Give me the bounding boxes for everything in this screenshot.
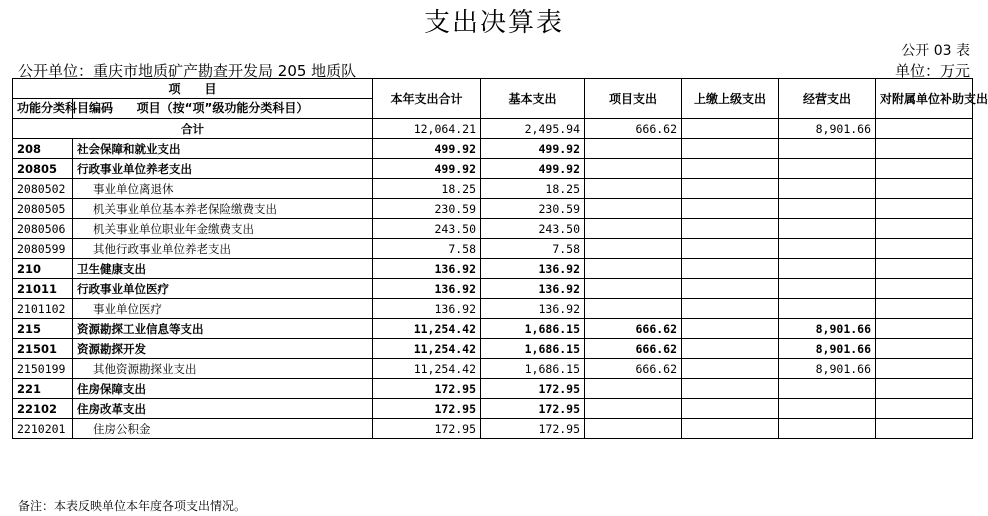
page-title: 支出决算表 [423,8,564,38]
item-name-cell: 资源勘探工业信息等支出 [73,319,373,339]
item-name-cell: 住房公积金 [73,419,373,439]
operation-cell: 8,901.66 [779,319,876,339]
code-cell: 20805 [13,159,73,179]
project-cell [585,199,682,219]
item-name-cell: 资源勘探开发 [73,339,373,359]
code-header: 功能分类科目编码 [13,99,73,119]
project-cell [585,419,682,439]
table-row [13,419,973,439]
total-cell: 230.59 [373,199,481,219]
total-cell: 11,254.42 [373,319,481,339]
subsidy-header: 对附属单位补助支出 [876,79,973,119]
total-cell: 11,254.42 [373,359,481,379]
subsidy-cell [876,419,973,439]
code-cell: 22102 [13,399,73,419]
code-cell: 21011 [13,279,73,299]
basic-cell: 18.25 [481,179,585,199]
total-label: 合计 [13,119,373,139]
subsidy-cell [876,339,973,359]
code-cell: 2080599 [13,239,73,259]
total-cell: 12,064.21 [373,119,481,139]
basic-cell: 230.59 [481,199,585,219]
basic-cell: 136.92 [481,259,585,279]
operation-cell [779,399,876,419]
table-row [13,219,973,239]
upper-cell [682,239,779,259]
upper-cell [682,259,779,279]
item-name-cell: 卫生健康支出 [73,259,373,279]
upper-cell [682,399,779,419]
total-cell: 499.92 [373,159,481,179]
upper-cell [682,319,779,339]
project-cell [585,299,682,319]
basic-cell: 7.58 [481,239,585,259]
project-cell [585,399,682,419]
operation-cell [779,299,876,319]
upper-cell [682,139,779,159]
project-cell [585,159,682,179]
table-row [13,259,973,279]
code-cell: 2080506 [13,219,73,239]
code-cell: 2101102 [13,299,73,319]
basic-cell: 499.92 [481,139,585,159]
item-name-cell: 机关事业单位职业年金缴费支出 [73,219,373,239]
code-cell: 208 [13,139,73,159]
total-cell: 172.95 [373,399,481,419]
code-cell: 215 [13,319,73,339]
basic-cell: 1,686.15 [481,339,585,359]
project-cell [585,139,682,159]
currency-unit: 单位：万元 [894,62,970,80]
basic-cell: 172.95 [481,399,585,419]
table-row [13,359,973,379]
subsidy-cell [876,279,973,299]
upper-cell [682,119,779,139]
total-cell: 136.92 [373,259,481,279]
code-cell: 2150199 [13,359,73,379]
total-cell: 243.50 [373,219,481,239]
table-row [13,139,973,159]
subsidy-cell [876,399,973,419]
code-cell: 210 [13,259,73,279]
subsidy-cell [876,219,973,239]
operation-cell [779,419,876,439]
upper-cell [682,219,779,239]
item-name-cell: 住房保障支出 [73,379,373,399]
total-cell: 499.92 [373,139,481,159]
upper-cell [682,199,779,219]
table-row [13,379,973,399]
basic-cell: 136.92 [481,299,585,319]
project-cell: 666.62 [585,319,682,339]
operation-cell [779,239,876,259]
basic-cell: 2,495.94 [481,119,585,139]
table-row [13,159,973,179]
upper-cell [682,279,779,299]
subsidy-cell [876,179,973,199]
upper-cell [682,159,779,179]
total-cell: 172.95 [373,419,481,439]
table-row [13,319,973,339]
code-cell: 2080505 [13,199,73,219]
table-row [13,299,973,319]
total-cell: 136.92 [373,279,481,299]
total-cell: 136.92 [373,299,481,319]
total-row [13,119,973,139]
operation-cell: 8,901.66 [779,339,876,359]
operation-cell [779,279,876,299]
item-name-cell: 事业单位离退休 [73,179,373,199]
code-cell: 21501 [13,339,73,359]
total-cell: 7.58 [373,239,481,259]
item-name-cell: 其他资源勘探业支出 [73,359,373,379]
table-row [13,179,973,199]
upper-cell [682,379,779,399]
total-cell: 172.95 [373,379,481,399]
item-name-cell: 社会保障和就业支出 [73,139,373,159]
basic-header: 基本支出 [481,79,585,119]
upper-cell [682,419,779,439]
expenditure-table [12,78,988,439]
subsidy-cell [876,199,973,219]
code-cell: 221 [13,379,73,399]
operation-cell [779,179,876,199]
total-cell: 11,254.42 [373,339,481,359]
subsidy-cell [876,259,973,279]
table-row [13,239,973,259]
operation-cell: 8,901.66 [779,359,876,379]
subsidy-cell [876,159,973,179]
project-cell [585,219,682,239]
code-cell: 2080502 [13,179,73,199]
project-cell: 666.62 [585,119,682,139]
basic-cell: 172.95 [481,379,585,399]
project-cell [585,239,682,259]
operation-cell [779,199,876,219]
total-header: 本年支出合计 [373,79,481,119]
upper-payment-header: 上缴上级支出 [682,79,779,119]
project-expenditure-header: 项目支出 [585,79,682,119]
project-cell [585,279,682,299]
upper-cell [682,359,779,379]
table-row [13,339,973,359]
basic-cell: 172.95 [481,419,585,439]
project-cell [585,179,682,199]
basic-cell: 499.92 [481,159,585,179]
operation-cell [779,159,876,179]
publishing-unit: 公开单位：重庆市地质矿产勘查开发局 205 地质队 [18,62,357,80]
project-cell: 666.62 [585,359,682,379]
form-number: 公开 03 表 [901,43,970,59]
upper-cell [682,179,779,199]
subsidy-cell [876,379,973,399]
subsidy-cell [876,119,973,139]
code-cell: 2210201 [13,419,73,439]
operation-cell [779,139,876,159]
subsidy-cell [876,299,973,319]
operation-cell [779,219,876,239]
item-name-cell: 其他行政事业单位养老支出 [73,239,373,259]
item-name-cell: 行政事业单位医疗 [73,279,373,299]
subsidy-cell [876,359,973,379]
item-name-cell: 事业单位医疗 [73,299,373,319]
item-name-cell: 机关事业单位基本养老保险缴费支出 [73,199,373,219]
project-cell [585,259,682,279]
operation-header: 经营支出 [779,79,876,119]
project-header: 项 目 [13,79,373,99]
subsidy-cell [876,239,973,259]
subsidy-cell [876,319,973,339]
basic-cell: 1,686.15 [481,359,585,379]
table-note: 备注：本表反映单位本年度各项支出情况。 [18,499,247,513]
operation-cell [779,259,876,279]
item-name-cell: 住房改革支出 [73,399,373,419]
item-name-cell: 行政事业单位养老支出 [73,159,373,179]
table-row [13,279,973,299]
operation-cell: 8,901.66 [779,119,876,139]
operation-cell [779,379,876,399]
basic-cell: 243.50 [481,219,585,239]
table-row [13,399,973,419]
upper-cell [682,299,779,319]
basic-cell: 136.92 [481,279,585,299]
subsidy-cell [876,139,973,159]
table-row [13,199,973,219]
item-header: 项目（按“项”级功能分类科目） [73,99,373,119]
project-cell [585,379,682,399]
basic-cell: 1,686.15 [481,319,585,339]
total-cell: 18.25 [373,179,481,199]
upper-cell [682,339,779,359]
project-cell: 666.62 [585,339,682,359]
